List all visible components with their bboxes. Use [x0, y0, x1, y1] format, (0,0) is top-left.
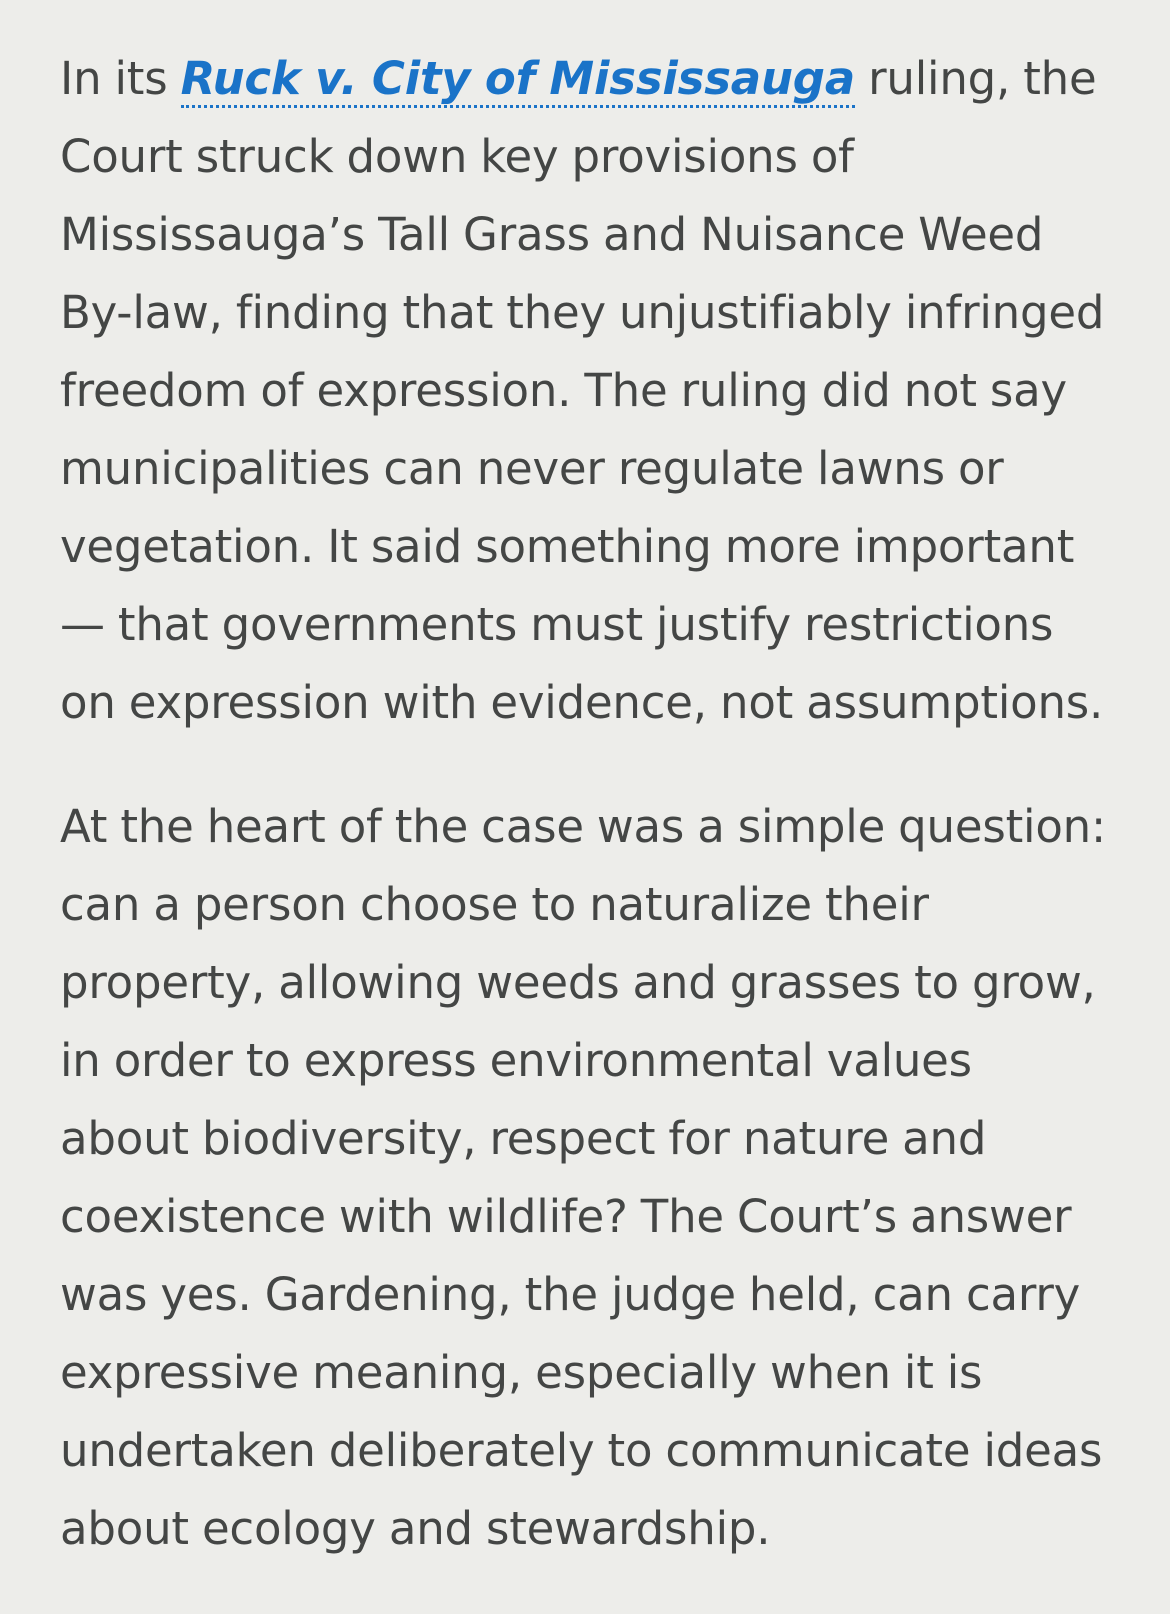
text-line: undertaken deliberately to communicate ideas	[60, 1424, 1103, 1477]
text-line: on expression with evidence, not assumptions.	[60, 676, 1104, 729]
text-line: about biodiversity, respect for nature and	[60, 1112, 987, 1165]
paragraph-heart-of-case	[60, 788, 1120, 1568]
text-line: — that governments must justify restrictions	[60, 598, 1054, 651]
text-line: about ecology and stewardship.	[60, 1502, 771, 1555]
text-line: municipalities can never regulate lawns or	[60, 442, 1004, 495]
text-line	[60, 40, 1120, 118]
text-line: By-law, finding that they unjustifiably infringed	[60, 286, 1105, 339]
text-fragment: In its	[60, 52, 181, 105]
paragraph-ruling-summary	[60, 40, 1120, 742]
text-fragment: ruling, the	[854, 52, 1097, 105]
text-line: vegetation. It said something more important	[60, 520, 1075, 573]
text-line: coexistence with wildlife? The Court’s answer	[60, 1190, 1072, 1243]
text-line: can a person choose to naturalize their	[60, 878, 929, 931]
text-line: freedom of expression. The ruling did not say	[60, 364, 1067, 417]
text-line: in order to express environmental values	[60, 1034, 972, 1087]
text-line: Court struck down key provisions of	[60, 130, 854, 183]
article-body	[60, 40, 1120, 1614]
text-line: property, allowing weeds and grasses to grow,	[60, 956, 1096, 1009]
text-line: was yes. Gardening, the judge held, can carry	[60, 1268, 1081, 1321]
text-line: expressive meaning, especially when it is	[60, 1346, 983, 1399]
text-line: Mississauga’s Tall Grass and Nuisance Weed	[60, 208, 1044, 261]
text-line: At the heart of the case was a simple question:	[60, 800, 1106, 853]
case-link-ruck-v-mississauga[interactable]: Ruck v. City of Mississauga	[181, 52, 855, 108]
